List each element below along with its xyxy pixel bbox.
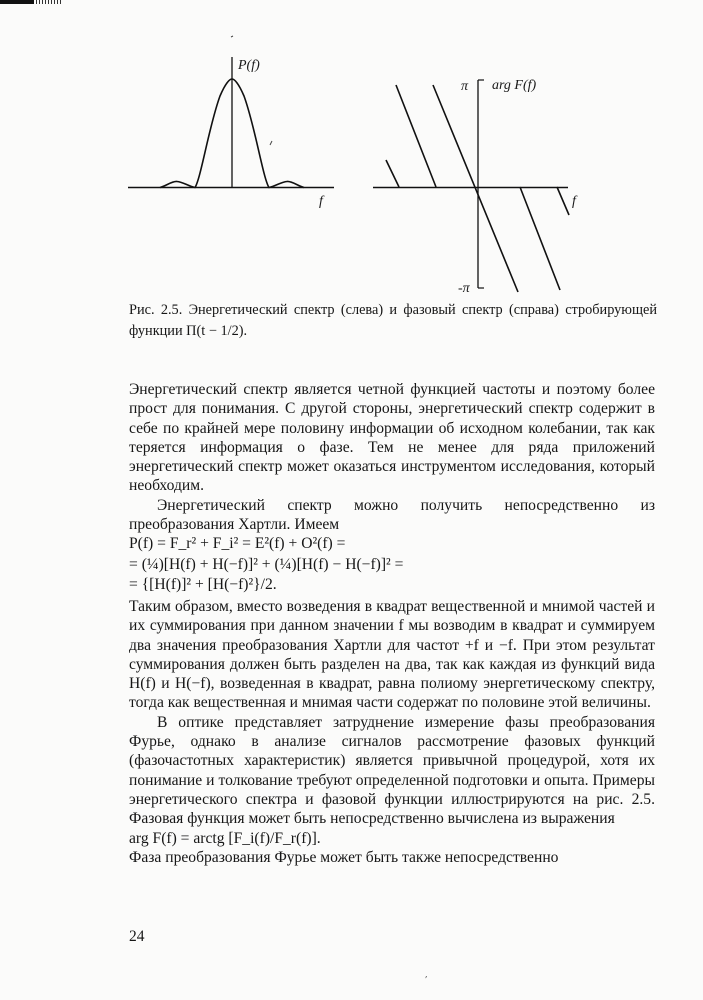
equation-line-2: = (¼)[H(f) + H(−f)]² + (¼)[H(f) − H(−f)]² = — [129, 555, 404, 573]
energy-x-label: f — [319, 194, 323, 209]
phase-y-label: arg F(f) — [492, 78, 537, 93]
paragraph-squaring: Таким образом, вместо возведения в квадрат вещественной и мнимой частей и их суммирования при данном значении f мы возводим в квадрат и суммируем два значения преобразования Хартли для частот +f и −f. При этом результат суммирования должен быть разделен на два, так как каждая из функций вида H(f) и H(−f), возведенная в квадрат, равна полиому энергетическому спектру, тогда как вещественная и мнимая части содержат по половине этой величины. — [129, 597, 655, 712]
phase-segment — [557, 187, 569, 215]
phase-pi-label: π — [461, 79, 469, 94]
energy-spectrum-plot — [128, 36, 334, 209]
speck-mark: ´ — [423, 974, 432, 987]
speck-mark — [270, 141, 272, 145]
figure-caption: Рис. 2.5. Энергетический спектр (слева) и фазовый спектр (справа) стробирующей функции Π(t − 1/2). — [129, 302, 657, 339]
equation-line-3: = {[H(f)]² + [H(−f)²}/2. — [129, 575, 277, 593]
page-number: 24 — [129, 928, 145, 945]
phase-segment — [520, 187, 560, 290]
phase-segment — [396, 85, 436, 187]
paragraph-phase-continued: Фаза преобразования Фурье может быть также непосредственно — [129, 848, 559, 866]
energy-y-label: P(f) — [238, 58, 260, 73]
paragraph-optics: В оптике представляет затруднение измерение фазы преобразования Фурье, однако в анализе сигналов рассмотрение фазовых функций (фазочастотных характеристик) является привычной процедурой, хотя их понимание и толкование требуют определенной подготовки и опыта. Примеры энергетического спектра и фазовой функции иллюстрируются на рис. 2.5. Фазовая функция может быть непосредственно вычислена из выражения — [129, 713, 655, 828]
phase-x-label: f — [572, 194, 576, 209]
figure-2-5 — [0, 0, 703, 310]
phase-spectrum-plot — [373, 78, 578, 296]
speck-mark — [231, 36, 233, 37]
phase-segment — [433, 85, 518, 292]
paragraph-energy-spectrum: Энергетический спектр является четной функцией частоты и поэтому более прост для понимания. С другой стороны, энергетический спектр содержит в себе по крайней мере половину информации об исходном колебании, так как теряется информация о фазе. Тем не менее для ряда приложений энергетический спектр может оказаться инструментом исследования, который необходим. — [129, 381, 655, 495]
phase-minus-pi-label: -π — [458, 281, 470, 296]
paragraph-hartley-intro: Энергетический спектр можно получить непосредственно из преобразования Хартли. Имеем — [129, 496, 655, 534]
phase-formula: arg F(f) = arctg [F_i(f)/F_r(f)]. — [129, 829, 321, 847]
page-body — [129, 380, 655, 867]
phase-segment — [386, 160, 399, 187]
equation-line-1: P(f) = F_r² + F_i² = E²(f) + O²(f) = — [129, 535, 346, 553]
